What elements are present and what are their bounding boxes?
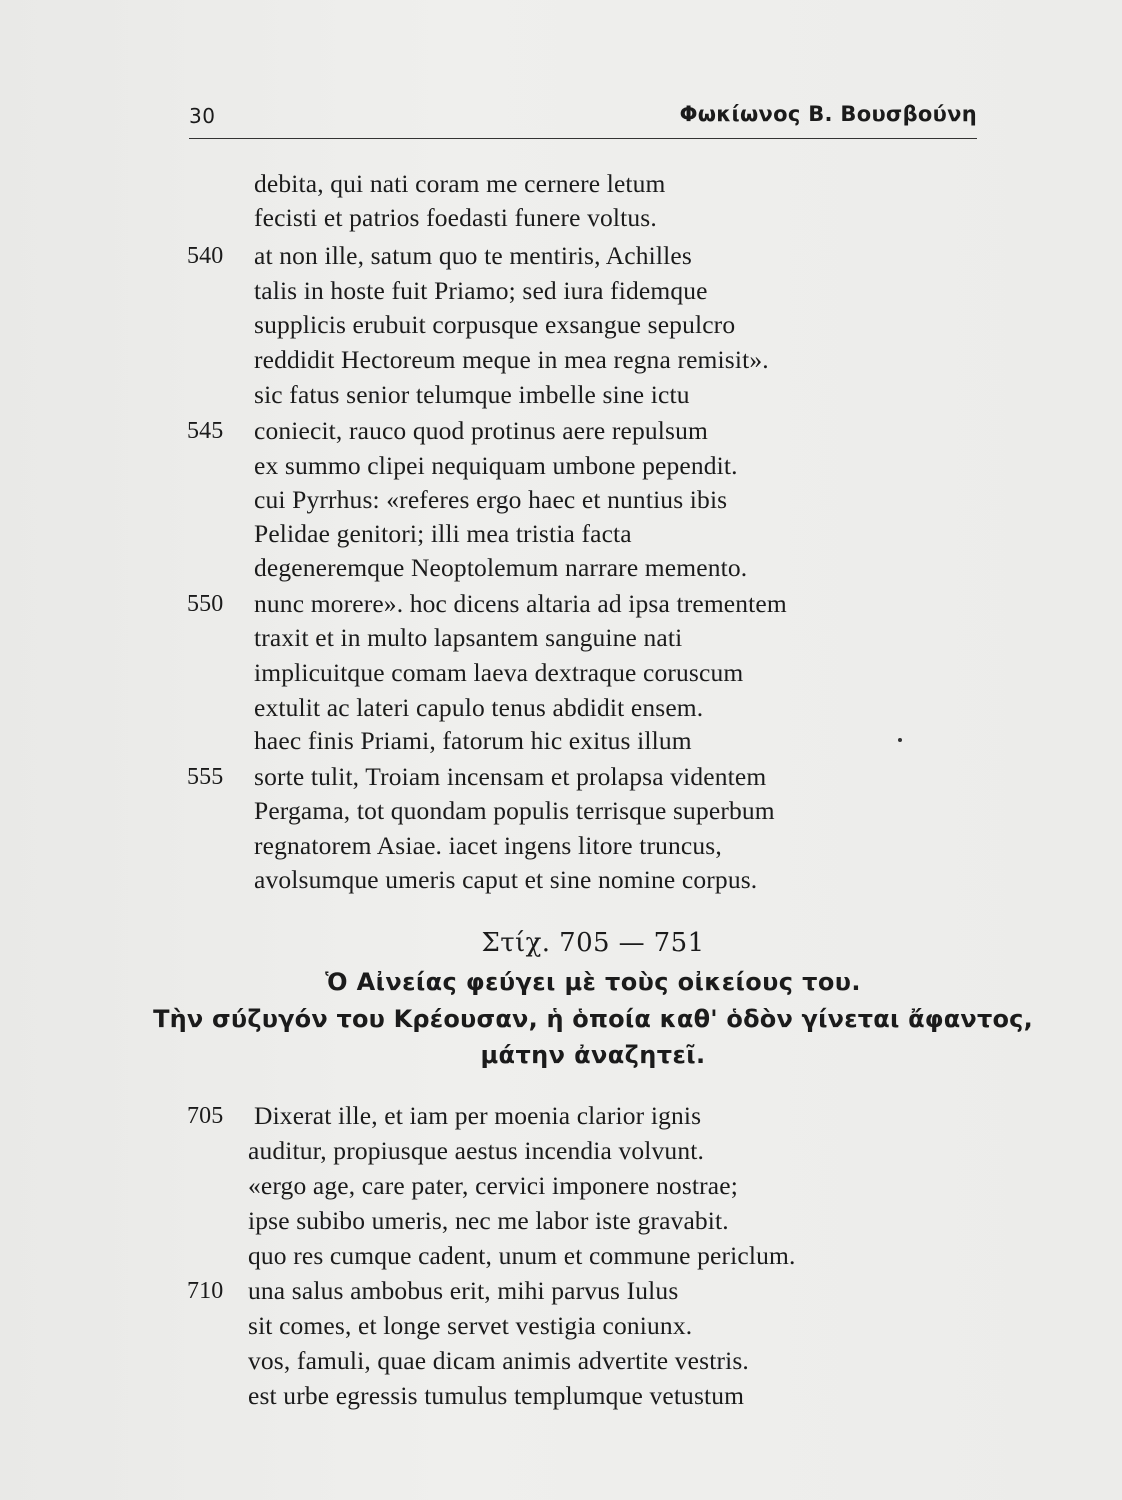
verse-range: Στίχ. 705 — 751 bbox=[481, 928, 705, 958]
verse-text: est urbe egressis tumulus templumque vetustum bbox=[248, 1381, 745, 1410]
verse-text: ex summo clipei nequiquam umbone pependit. bbox=[254, 451, 738, 480]
line-number: 705 bbox=[187, 1103, 224, 1129]
verse-text: at non ille, satum quo te mentiris, Achilles bbox=[254, 241, 692, 270]
verse-text: coniecit, rauco quod protinus aere repulsum bbox=[254, 416, 708, 445]
line-number: 540 bbox=[187, 243, 224, 269]
line-number: 710 bbox=[187, 1278, 224, 1304]
verse-text: ipse subibo umeris, nec me labor iste gravabit. bbox=[248, 1206, 729, 1235]
verse-text: avolsumque umeris caput et sine nomine corpus. bbox=[254, 865, 758, 894]
verse-text: talis in hoste fuit Priamo; sed iura fidemque bbox=[254, 276, 708, 305]
verse-text: sorte tulit, Troiam incensam et prolapsa videntem bbox=[254, 762, 767, 791]
verse-text: implicuitque comam laeva dextraque coruscum bbox=[254, 658, 744, 687]
line-number: 555 bbox=[187, 764, 224, 790]
verse-text: quo res cumque cadent, unum et commune periclum. bbox=[248, 1241, 796, 1270]
verse-text: nunc morere». hoc dicens altaria ad ipsa trementem bbox=[254, 589, 787, 618]
verse-text: regnatorem Asiae. iacet ingens litore truncus, bbox=[254, 831, 722, 860]
section-subtitle-line-2: μάτην ἀναζητεῖ. bbox=[480, 1041, 706, 1069]
verse-text: cui Pyrrhus: «referes ergo haec et nuntius ibis bbox=[254, 485, 728, 514]
line-number: 545 bbox=[187, 418, 224, 444]
verse-text: vos, famuli, quae dicam animis advertite vestris. bbox=[248, 1346, 749, 1375]
line-number: 550 bbox=[187, 591, 224, 617]
verse-text: extulit ac lateri capulo tenus abdidit ensem. bbox=[254, 693, 704, 722]
section-title: Ὁ Αἰνείας φεύγει μὲ τοὺς οἰκείους του. bbox=[325, 968, 861, 996]
verse-text: haec finis Priami, fatorum hic exitus illum bbox=[254, 726, 692, 755]
verse-text: sic fatus senior telumque imbelle sine ictu bbox=[254, 380, 690, 409]
verse-text: Pelidae genitori; illi mea tristia facta bbox=[254, 519, 632, 548]
verse-text: debita, qui nati coram me cernere letum bbox=[254, 169, 666, 198]
verse-text: traxit et in multo lapsantem sanguine nati bbox=[254, 623, 683, 652]
page-number: 30 bbox=[189, 104, 216, 128]
print-speck bbox=[898, 738, 902, 742]
verse-text: auditur, propiusque aestus incendia volvunt. bbox=[248, 1136, 704, 1165]
section-subtitle-line-1: Τὴν σύζυγόν του Κρέουσαν, ἡ ὁποία καθ' ὁδὸν γίνεται ἄφαντος, bbox=[153, 1005, 1033, 1033]
verse-text: «ergo age, care pater, cervici imponere nostrae; bbox=[248, 1171, 738, 1200]
verse-text: fecisti et patrios foedasti funere voltus. bbox=[254, 203, 657, 232]
verse-text: sit comes, et longe servet vestigia coniunx. bbox=[248, 1311, 693, 1340]
verse-text: reddidit Hectoreum meque in mea regna remisit». bbox=[254, 345, 769, 374]
verse-text: supplicis erubuit corpusque exsangue sepulcro bbox=[254, 310, 736, 339]
verse-text: Pergama, tot quondam populis terrisque superbum bbox=[254, 796, 775, 825]
page-header bbox=[189, 100, 977, 139]
verse-text: una salus ambobus erit, mihi parvus Iulus bbox=[248, 1276, 679, 1305]
verse-text: Dixerat ille, et iam per moenia clarior ignis bbox=[254, 1101, 702, 1130]
verse-text: degeneremque Neoptolemum narrare memento. bbox=[254, 553, 748, 582]
running-head: Φωκίωνος Β. Βουσβούνη bbox=[679, 102, 977, 126]
